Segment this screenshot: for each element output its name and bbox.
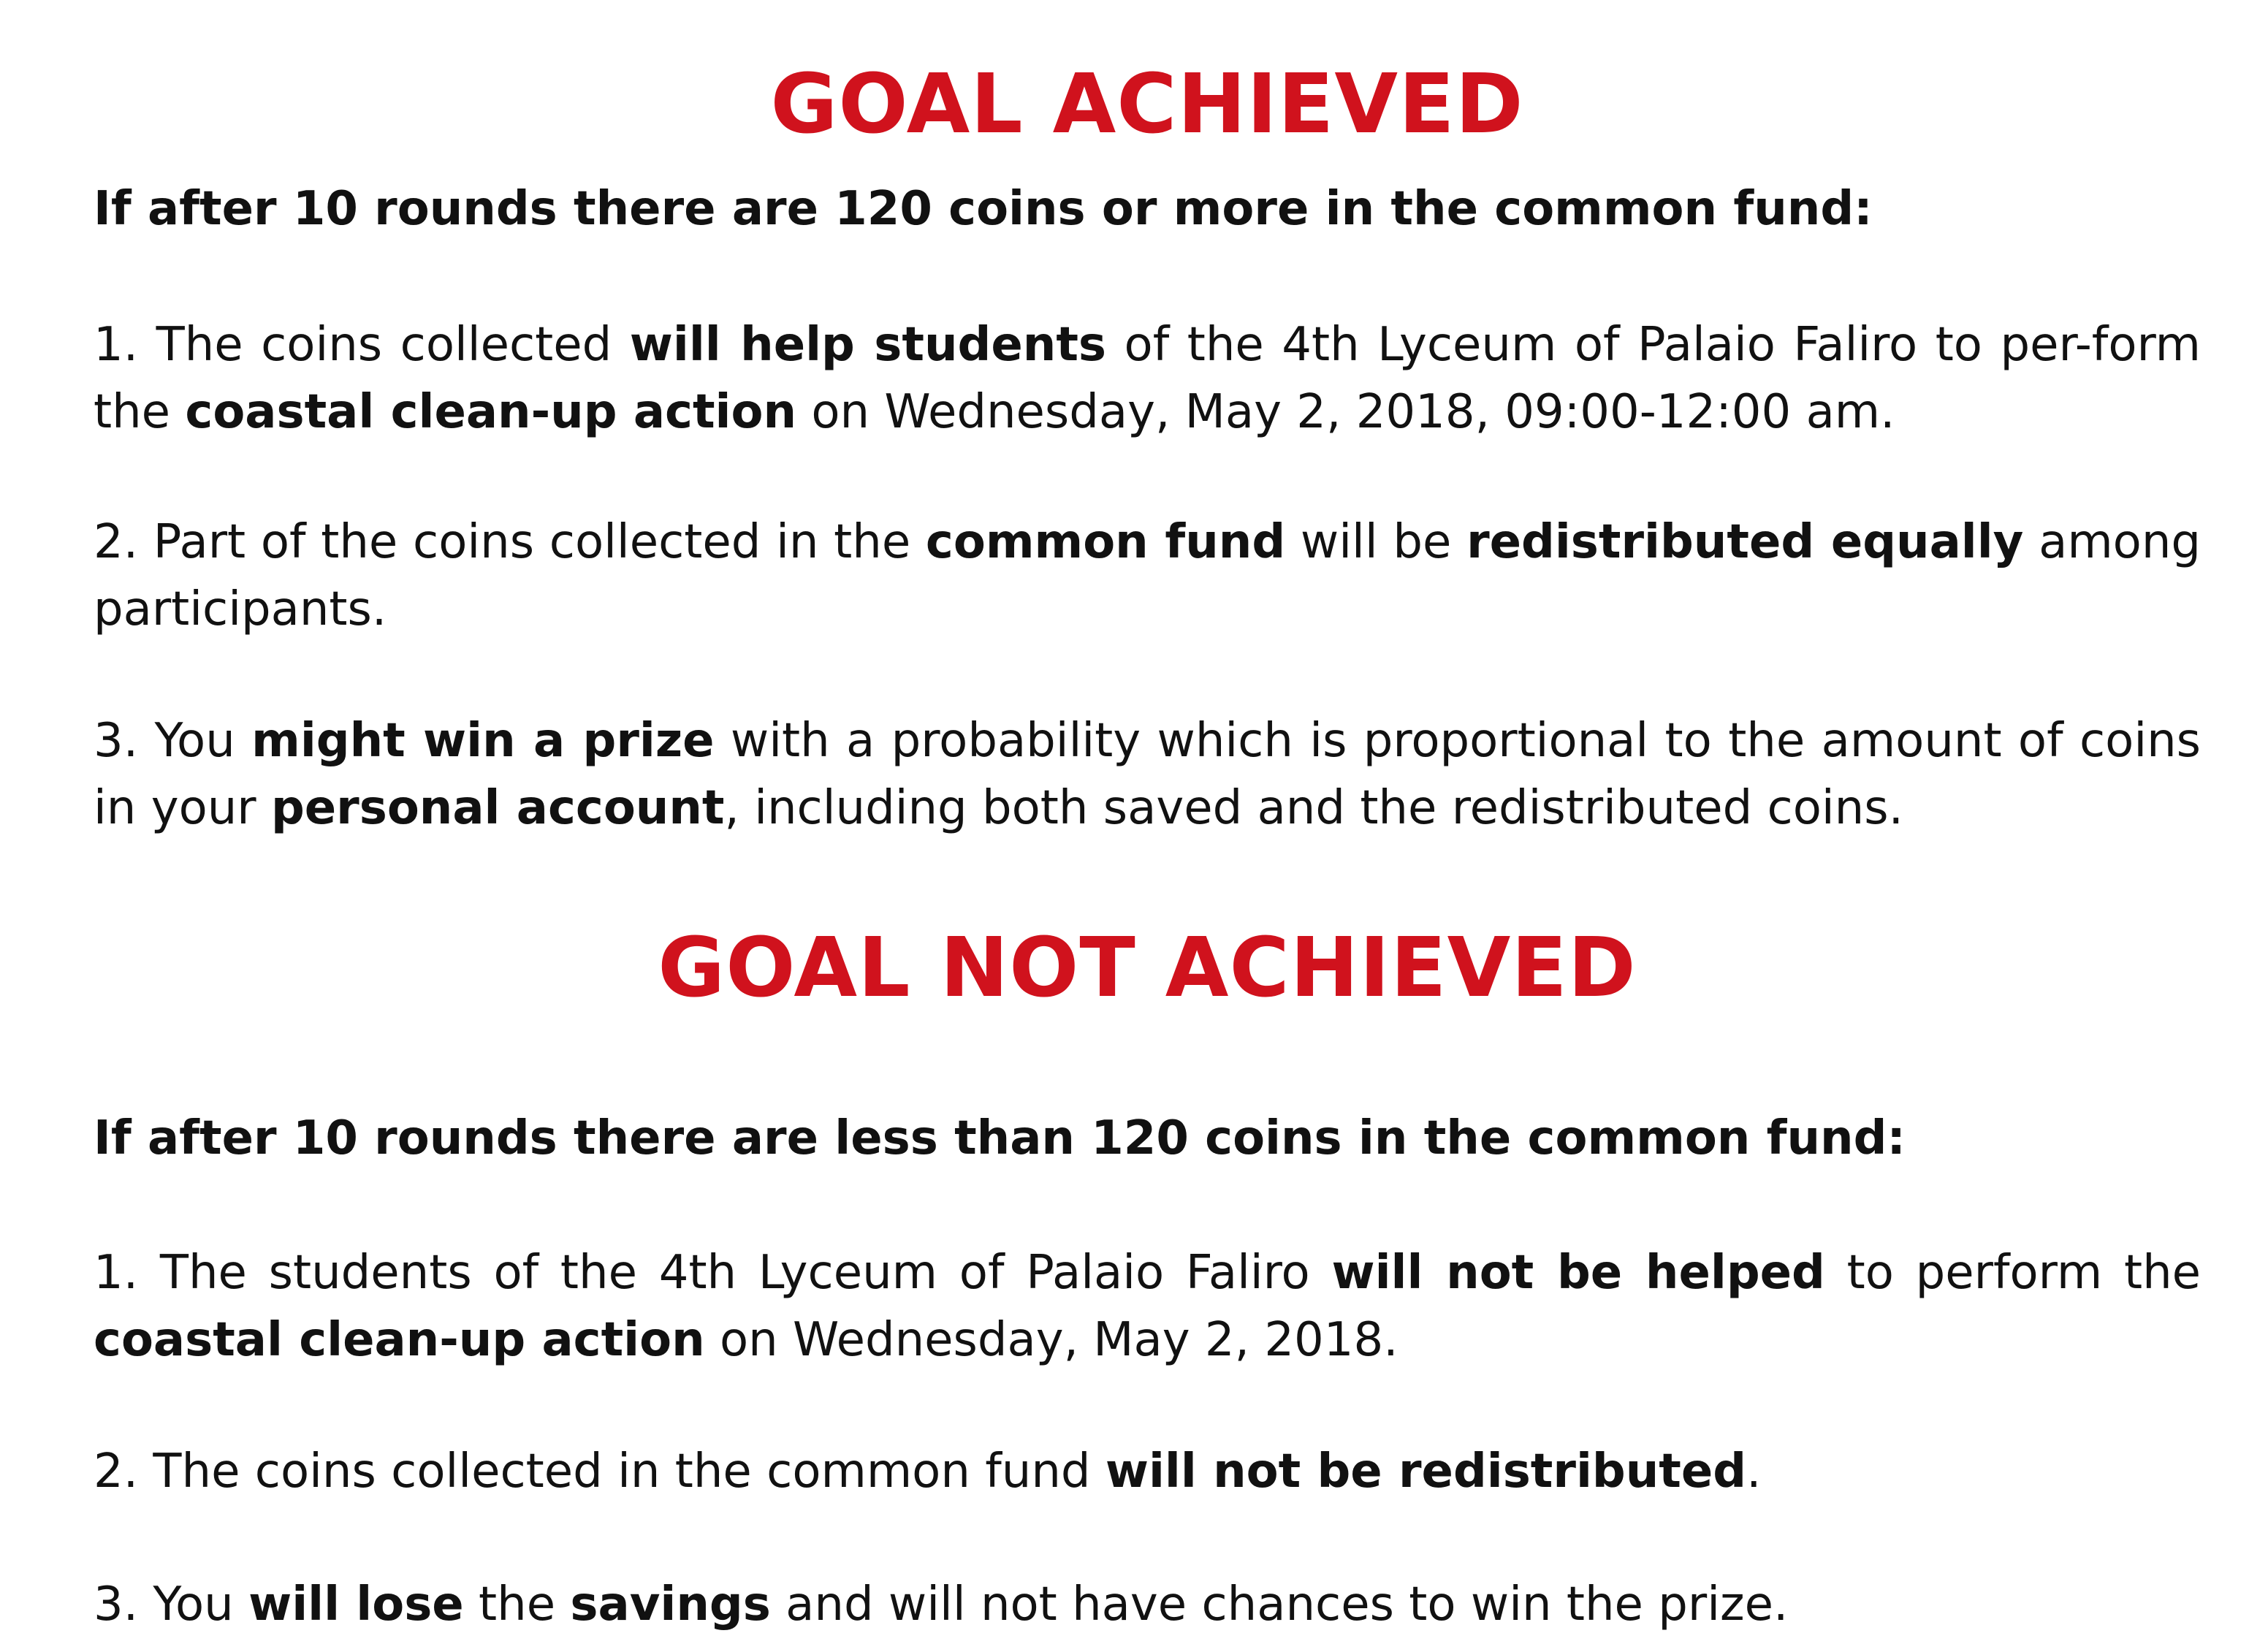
item-text: with a probability which is proportional to the amount of coins in your	[94, 714, 2202, 835]
item-text: 1. The coins collected	[94, 318, 630, 372]
item-text: on Wednesday, May 2, 2018, 09:00-12:00 am.	[796, 385, 1895, 439]
goal-not-achieved-item-3	[94, 1571, 2201, 1638]
item-bold: personal account	[270, 781, 725, 835]
item-text: 3. You	[94, 1578, 249, 1632]
item-text: 2. Part of the coins collected in the	[94, 515, 926, 569]
item-text: 3. You	[94, 714, 252, 768]
item-text: , including both saved and the redistributed coins.	[724, 781, 1903, 835]
goal-not-achieved-heading: GOAL NOT ACHIEVED	[658, 921, 1637, 1016]
goal-achieved-heading: GOAL ACHIEVED	[770, 57, 1524, 152]
item-bold: coastal clean-up action	[94, 1313, 705, 1367]
item-bold: coastal clean-up action	[185, 385, 796, 439]
item-bold: redistributed equally	[1466, 515, 2024, 569]
item-text: will be	[1285, 515, 1467, 569]
item-text: 2. The coins collected in the common fund	[94, 1445, 1106, 1499]
item-text: on Wednesday, May 2, 2018.	[704, 1313, 1399, 1367]
item-text: of the 4th Lyceum of Palaio Faliro to per-form the	[94, 318, 2202, 439]
goal-not-achieved-condition: If after 10 rounds there are less than 120 coins in the common fund:	[94, 1111, 1906, 1165]
item-text: 1. The students of the 4th Lyceum of Palaio Faliro	[94, 1246, 1332, 1300]
item-bold: will help students	[629, 318, 1107, 372]
item-text: the	[463, 1578, 571, 1632]
item-bold: might win a prize	[251, 714, 715, 768]
goal-achieved-item-1	[94, 311, 2201, 446]
item-bold: will not be redistributed	[1105, 1445, 1747, 1499]
item-text: and will not have chances to win the prize.	[770, 1578, 1789, 1632]
goal-not-achieved-item-2	[94, 1438, 2201, 1505]
goal-achieved-item-2	[94, 509, 2201, 643]
item-bold: will lose	[248, 1578, 464, 1632]
item-bold: common fund	[925, 515, 1286, 569]
goal-achieved-item-3	[94, 707, 2201, 842]
goal-not-achieved-item-1	[94, 1239, 2201, 1374]
item-text: to perform the	[1824, 1246, 2201, 1300]
item-text: among participants.	[94, 515, 2202, 636]
item-bold: savings	[570, 1578, 771, 1632]
item-bold: will not be helped	[1331, 1246, 1825, 1300]
goal-achieved-condition: If after 10 rounds there are 120 coins or more in the common fund:	[94, 182, 1873, 236]
item-text: .	[1746, 1445, 1762, 1499]
